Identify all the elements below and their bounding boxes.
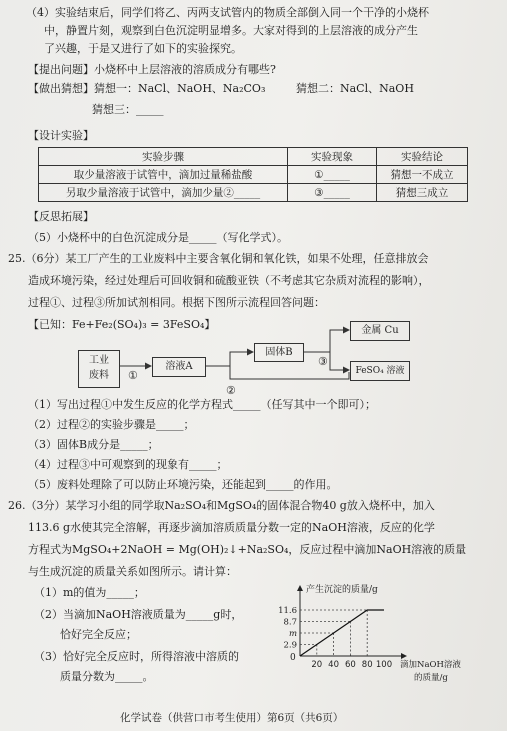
origin-label: 0	[290, 653, 296, 663]
table-cell: 另取少量溶液于试管中，滴加少量②_____	[39, 184, 288, 202]
q24-part5: （5）小烧杯中的白色沉淀成分是_____（写化学式）。	[28, 231, 288, 244]
x-tick-label: 80	[361, 660, 373, 670]
x-tick-label: 20	[311, 660, 323, 670]
q24-guess1: 【做出猜想】猜想一：NaCl、NaOH、Na₂CO₃	[28, 82, 266, 95]
y-axis-label: 产生沉淀的质量/g	[306, 585, 378, 595]
table-cell: 猜想一不成立	[377, 166, 468, 184]
y-tick-label: 8.7	[283, 617, 297, 628]
q25-line3: 过程①、过程③所加试剂相同。根据下图所示流程回答问题：	[28, 296, 325, 309]
q25-sub5: （5）废料处理除了可以防止环境污染，还能起到_____的作用。	[28, 478, 338, 491]
x-tick-label: 60	[344, 660, 356, 670]
q24-question: 【提出问题】小烧杯中上层溶液的溶质成分有哪些?	[28, 63, 276, 76]
q26-line2: 113.6 g水使其完全溶解，再逐步滴加溶质质量分数一定的NaOH溶液，反应的化学	[28, 521, 435, 534]
flow-box-solution-a: 溶液A	[152, 357, 206, 377]
flow-waste-line2: 废料	[89, 370, 109, 381]
flow-waste-line1: 工业	[89, 355, 109, 366]
flow-box-copper: 金属 Cu	[350, 321, 410, 341]
q24-design-heading: 【设计实验】	[28, 129, 94, 142]
q25-sub1: （1）写出过程①中发生反应的化学方程式_____（任写其中一个即可）；	[28, 398, 376, 411]
flow-step3-label: ③	[318, 355, 328, 368]
q25-sub2: （2）过程②的实验步骤是_____；	[28, 418, 195, 431]
q25-line2: 造成环境污染，经过处理后可回收铜和硫酸亚铁（不考虑其它杂质对流程的影响），	[28, 274, 430, 287]
flow-box-feso4: FeSO₄ 溶液	[350, 361, 410, 381]
q25-line1: 25.（6分）某工厂产生的工业废料中主要含氧化铜和氧化铁，如果不处理，任意排放会	[8, 252, 429, 265]
q24-part4-line1: （4）实验结束后，同学们将乙、丙两支试管内的物质全部倒入同一个干净的小烧杯	[26, 6, 429, 19]
q24-part4-line3: 了兴趣，于是又进行了如下的实验探究。	[44, 42, 242, 55]
q26-line4: 与生成沉淀的质量关系如图所示。请计算：	[28, 565, 237, 578]
x-axis-label-line2: 的质量/g	[414, 673, 448, 683]
y-tick-label: m	[288, 629, 297, 639]
table-cell: 猜想三成立	[377, 184, 468, 202]
flow-step1-label: ①	[128, 369, 138, 382]
q26-sub2b: 恰好完全反应；	[60, 628, 137, 641]
q24-part4-line2: 中，静置片刻，观察到白色沉淀明显增多。大家对得到的上层溶液的成分产生	[44, 24, 418, 37]
x-axis-label-line1: 滴加NaOH溶液	[400, 660, 461, 670]
x-tick-label: 100	[375, 660, 393, 670]
table-header: 实验现象	[288, 148, 377, 166]
table-cell: ③_____	[288, 184, 377, 202]
q26-sub3b: 质量分数为_____。	[60, 670, 154, 683]
y-tick-label: 2.9	[283, 640, 297, 651]
q26-sub2a: （2）当滴加NaOH溶液质量为_____g时，	[34, 608, 243, 621]
x-tick-label: 40	[328, 660, 340, 670]
q25-sub3: （3）固体B成分是_____；	[28, 438, 159, 451]
flow-box-solid-b: 固体B	[254, 343, 304, 362]
q25-known: 【已知：Fe+Fe₂(SO₄)₃ = 3FeSO₄】	[28, 318, 216, 331]
q26-line3: 方程式为MgSO₄+2NaOH = Mg(OH)₂↓+Na₂SO₄，反应过程中滴加NaOH溶液的质量	[28, 543, 467, 556]
q26-sub1: （1）m的值为_____；	[34, 586, 145, 599]
q24-guess2: 猜想二：NaCl、NaOH	[296, 82, 414, 95]
y-tick-label: 11.6	[278, 606, 297, 616]
table-header: 实验步骤	[39, 148, 288, 166]
q24-reflect-heading: 【反思拓展】	[28, 210, 94, 223]
flow-step2-label: ②	[226, 384, 236, 397]
page-footer: 化学试卷（供营口市考生使用）第6页（共6页）	[120, 712, 344, 724]
table-cell: 取少量溶液于试管中，滴加过量稀盐酸	[39, 166, 288, 184]
q24-guess3: 猜想三：_____	[92, 103, 164, 116]
q26-sub3a: （3）恰好完全反应时，所得溶液中溶质的	[34, 650, 239, 663]
table-header: 实验结论	[377, 148, 468, 166]
table-cell: ①_____	[288, 166, 377, 184]
q25-sub4: （4）过程③中可观察到的现象有_____；	[28, 458, 228, 471]
q26-line1: 26.（3分）某学习小组的同学取Na₂SO₄和MgSO₄的固体混合物40 g放入烧杯中，加入	[8, 499, 435, 512]
precipitate-chart	[272, 582, 507, 692]
